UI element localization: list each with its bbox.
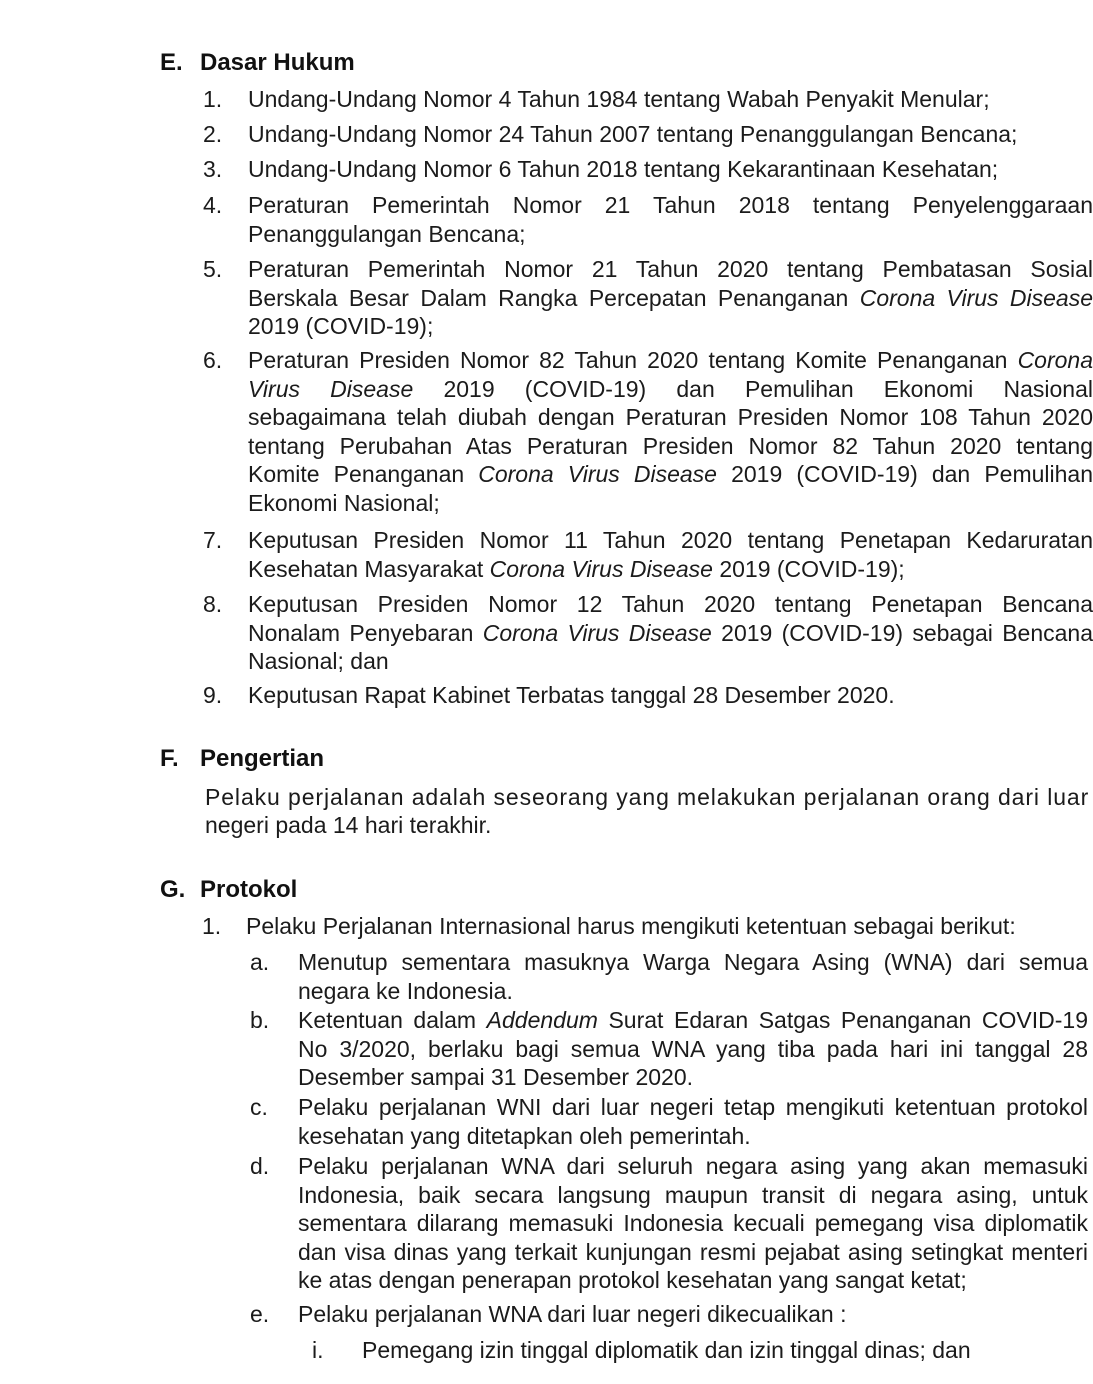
legal-basis-item-line: Penanggulangan Bencana; [248,220,526,247]
definition-line-2: negeri pada 14 hari terakhir. [205,812,492,838]
legal-basis-item-number: 5. [203,256,223,282]
legal-basis-item-number: 7. [203,527,223,553]
legal-basis-item-number: 4. [203,192,223,218]
section-letter: E. [160,49,183,76]
protocol-item [250,948,1088,1005]
protocol-item-text [298,1300,1088,1329]
legal-basis-item-line: Nasional; dan [248,648,389,674]
legal-basis-item-text [248,526,1093,583]
protocol-item-line: Pelaku perjalanan WNI dari luar negeri tetap mengikuti ketentuan protokol [298,1094,1088,1120]
protocol-item-number: i. [312,1337,324,1363]
section-e-heading [160,49,355,77]
legal-basis-item [203,255,1093,341]
legal-basis-item-text [248,590,1093,676]
protocol-item-line: negara ke Indonesia. [298,977,513,1004]
legal-basis-item-text [248,681,1093,710]
section-letter: F. [160,745,179,772]
protocol-item-text [298,1006,1088,1092]
protocol-item-line: Ketentuan dalam Addendum Surat Edaran Satgas Penanganan COVID-19 [298,1007,1088,1033]
legal-basis-item-line: Keputusan Presiden Nomor 11 Tahun 2020 tentang Penetapan Kedaruratan [248,527,1093,553]
protocol-item-line: Indonesia, baik secara langsung maupun transit di negara asing, untuk [298,1181,1088,1208]
legal-basis-item-line: Undang-Undang Nomor 24 Tahun 2007 tentang Penanggulangan Bencana; [248,121,1018,147]
protocol-item-text [362,1336,1062,1365]
legal-basis-item-text [248,191,1093,248]
italic-term: Corona Virus Disease [489,555,713,582]
legal-basis-item-line: Peraturan Presiden Nomor 82 Tahun 2020 tentang Komite Penanganan Corona [248,347,1093,373]
legal-basis-item [203,590,1093,676]
legal-basis-item-line: Virus Disease 2019 (COVID-19) dan Pemulihan Ekonomi Nasional [248,375,1093,402]
protocol-item-line: Desember sampai 31 Desember 2020. [298,1064,694,1090]
protocol-item [202,912,1086,941]
protocol-item [250,1006,1088,1092]
legal-basis-item [203,155,1093,184]
legal-basis-item [203,191,1093,248]
legal-basis-item-number: 6. [203,347,223,373]
protocol-item-text [298,1152,1088,1295]
legal-basis-item-line: Keputusan Rapat Kabinet Terbatas tanggal 28 Desember 2020. [248,682,895,708]
protocol-item-line: Menutup sementara masuknya Warga Negara Asing (WNA) dari semua [298,949,1088,975]
legal-basis-item-number: 3. [203,156,223,182]
protocol-item-line: kesehatan yang ditetapkan oleh pemerintah. [298,1122,751,1149]
protocol-item-text [298,1093,1088,1150]
protocol-item-line: dan visa dinas yang terkait kunjungan resmi pejabat asing setingkat menteri [298,1238,1088,1265]
legal-basis-item-line: Undang-Undang Nomor 6 Tahun 2018 tentang Kekarantinaan Kesehatan; [248,156,999,182]
section-title: Protokol [200,876,298,903]
legal-basis-item-line: Undang-Undang Nomor 4 Tahun 1984 tentang Wabah Penyakit Menular; [248,86,990,112]
italic-term: Corona Virus Disease [482,619,712,646]
protocol-item-text [246,912,1086,941]
legal-basis-item-number: 2. [203,121,223,147]
protocol-item-number: 1. [202,913,222,939]
protocol-item-number: c. [250,1094,268,1120]
protocol-item [250,1152,1088,1295]
legal-basis-item [203,120,1093,149]
legal-basis-item-line: Ekonomi Nasional; [248,489,440,516]
legal-basis-item-number: 8. [203,591,223,617]
italic-term: Corona Virus Disease [859,284,1093,311]
protocol-item-line: Pelaku perjalanan WNA dari luar negeri dikecualikan : [298,1301,847,1327]
legal-basis-item-line: Keputusan Presiden Nomor 12 Tahun 2020 tentang Penetapan Bencana [248,591,1093,617]
legal-basis-item [203,526,1093,583]
legal-basis-item [203,346,1093,517]
section-g-heading [160,876,297,904]
protocol-item [250,1300,1088,1329]
legal-basis-item-number: 1. [203,86,223,112]
section-f-heading [160,745,324,773]
legal-basis-item-text [248,85,1093,114]
legal-basis-item-line: Nonalam Penyebaran Corona Virus Disease 2019 (COVID-19) sebagai Bencana [248,619,1093,646]
section-title: Pengertian [200,745,325,772]
section-title: Dasar Hukum [200,49,355,76]
italic-term: Addendum [486,1007,598,1033]
legal-basis-item-line: Berskala Besar Dalam Rangka Percepatan Penanganan Corona Virus Disease [248,284,1093,311]
protocol-item-number: b. [250,1007,270,1033]
legal-basis-item-line: sebagaimana telah diubah dengan Peraturan Presiden Nomor 108 Tahun 2020 [248,404,1093,430]
protocol-item-number: d. [250,1153,270,1179]
protocol-item-line: Pelaku perjalanan WNA dari seluruh negara asing yang akan memasuki [298,1153,1088,1179]
legal-basis-item-line: Komite Penanganan Corona Virus Disease 2019 (COVID-19) dan Pemulihan [248,461,1093,487]
legal-basis-item-line: 2019 (COVID-19); [248,313,434,339]
protocol-item [250,1093,1088,1150]
legal-basis-item-line: Peraturan Pemerintah Nomor 21 Tahun 2018 tentang Penyelenggaraan [248,192,1093,218]
legal-basis-item-text [248,255,1093,341]
definition-line-1: Pelaku perjalanan adalah seseorang yang melakukan perjalanan orang dari luar [205,784,1090,810]
protocol-item-line: sementara dilarang memasuki Indonesia kecuali pemegang visa diplomatik [298,1210,1088,1236]
legal-basis-item-text [248,120,1093,149]
protocol-item-text [298,948,1088,1005]
legal-basis-item-line: tentang Perubahan Atas Peraturan Presiden Nomor 82 Tahun 2020 tentang [248,432,1093,459]
legal-basis-item-text [248,346,1093,517]
italic-term: Corona [1017,347,1093,373]
legal-basis-item-line: Kesehatan Masyarakat Corona Virus Disease 2019 (COVID-19); [248,555,905,582]
protocol-item-line: No 3/2020, berlaku bagi semua WNA yang tiba pada hari ini tanggal 28 [298,1035,1088,1062]
protocol-item-line: ke atas dengan penerapan protokol kesehatan yang sangat ketat; [298,1267,967,1293]
legal-basis-item-number: 9. [203,682,223,708]
italic-term: Corona Virus Disease [478,461,717,487]
protocol-item-number: e. [250,1301,270,1327]
section-letter: G. [160,876,186,903]
italic-term: Virus Disease [248,375,414,402]
protocol-item-line: Pemegang izin tinggal diplomatik dan izin tinggal dinas; dan [362,1337,971,1363]
legal-basis-item-line: Peraturan Pemerintah Nomor 21 Tahun 2020 tentang Pembatasan Sosial [248,256,1093,282]
legal-basis-item-text [248,155,1093,184]
legal-basis-item [203,681,1093,710]
protocol-item-number: a. [250,949,270,975]
legal-basis-item [203,85,1093,114]
protocol-item-line: Pelaku Perjalanan Internasional harus mengikuti ketentuan sebagai berikut: [246,913,1016,939]
protocol-item [312,1336,1062,1365]
